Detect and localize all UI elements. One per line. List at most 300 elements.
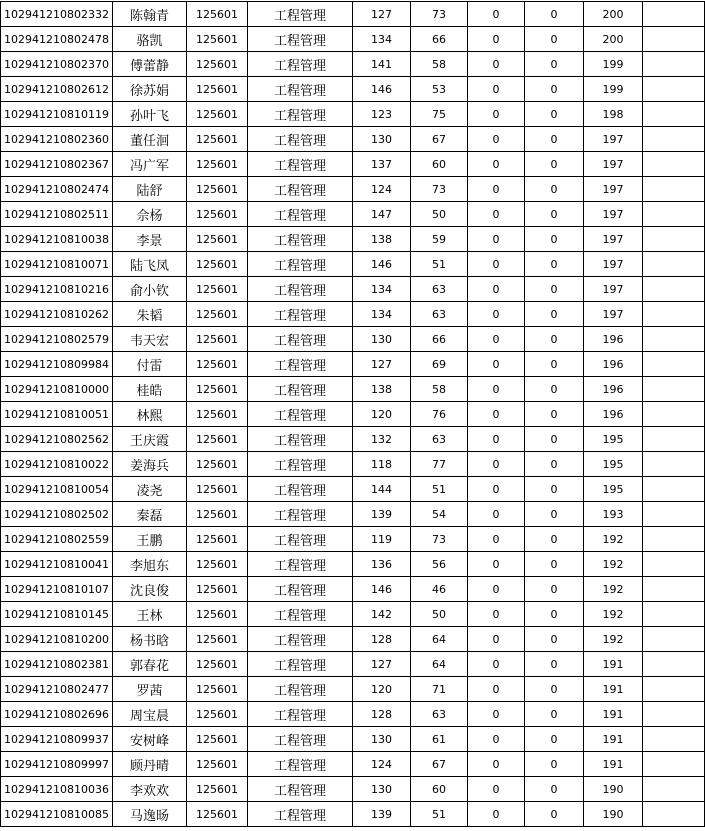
table-row [1,677,705,702]
score-4-cell: 0 [525,677,584,702]
candidate-id-cell: 102941210810041 [1,552,113,577]
major-code-cell: 125601 [187,77,248,102]
score-4-cell: 0 [525,377,584,402]
total-score-cell: 192 [584,552,643,577]
major-code-cell: 125601 [187,352,248,377]
score-2-cell: 75 [411,102,468,127]
score-3-cell: 0 [468,427,525,452]
table-row [1,502,705,527]
note-cell [643,352,705,377]
total-score-cell: 191 [584,752,643,777]
name-cell: 董任洄 [113,127,187,152]
table-row [1,227,705,252]
score-2-cell: 64 [411,627,468,652]
score-3-cell: 0 [468,452,525,477]
name-cell: 李景 [113,227,187,252]
table-row [1,477,705,502]
note-cell [643,752,705,777]
candidate-id-cell: 102941210802559 [1,527,113,552]
note-cell [643,577,705,602]
candidate-id-cell: 102941210802477 [1,677,113,702]
note-cell [643,652,705,677]
note-cell [643,302,705,327]
major-code-cell: 125601 [187,802,248,827]
score-3-cell: 0 [468,2,525,27]
note-cell [643,252,705,277]
score-1-cell: 138 [353,227,411,252]
score-4-cell: 0 [525,452,584,477]
score-4-cell: 0 [525,252,584,277]
score-3-cell: 0 [468,302,525,327]
score-2-cell: 50 [411,602,468,627]
score-3-cell: 0 [468,127,525,152]
score-2-cell: 73 [411,527,468,552]
score-3-cell: 0 [468,227,525,252]
total-score-cell: 197 [584,152,643,177]
table-row [1,27,705,52]
score-4-cell: 0 [525,752,584,777]
table-row [1,202,705,227]
table-row [1,402,705,427]
score-4-cell: 0 [525,802,584,827]
major-code-cell: 125601 [187,402,248,427]
score-1-cell: 146 [353,577,411,602]
score-3-cell: 0 [468,627,525,652]
candidate-id-cell: 102941210809984 [1,352,113,377]
major-name-cell: 工程管理 [248,352,353,377]
name-cell: 李旭东 [113,552,187,577]
note-cell [643,777,705,802]
score-2-cell: 73 [411,177,468,202]
major-name-cell: 工程管理 [248,302,353,327]
candidate-id-cell: 102941210810051 [1,402,113,427]
note-cell [643,502,705,527]
score-2-cell: 77 [411,452,468,477]
candidate-id-cell: 102941210802370 [1,52,113,77]
score-3-cell: 0 [468,702,525,727]
score-4-cell: 0 [525,552,584,577]
major-code-cell: 125601 [187,702,248,727]
note-cell [643,427,705,452]
table-row [1,602,705,627]
table-row [1,127,705,152]
major-name-cell: 工程管理 [248,627,353,652]
score-3-cell: 0 [468,252,525,277]
candidate-id-cell: 102941210810000 [1,377,113,402]
major-code-cell: 125601 [187,577,248,602]
total-score-cell: 190 [584,802,643,827]
total-score-cell: 193 [584,502,643,527]
score-3-cell: 0 [468,402,525,427]
name-cell: 马逸旸 [113,802,187,827]
major-name-cell: 工程管理 [248,202,353,227]
score-3-cell: 0 [468,327,525,352]
total-score-cell: 195 [584,477,643,502]
total-score-cell: 197 [584,127,643,152]
score-1-cell: 146 [353,252,411,277]
score-1-cell: 139 [353,502,411,527]
table-row [1,377,705,402]
major-name-cell: 工程管理 [248,552,353,577]
score-3-cell: 0 [468,377,525,402]
major-code-cell: 125601 [187,552,248,577]
score-1-cell: 132 [353,427,411,452]
score-2-cell: 61 [411,727,468,752]
total-score-cell: 197 [584,252,643,277]
total-score-cell: 200 [584,27,643,52]
name-cell: 韦天宏 [113,327,187,352]
score-1-cell: 134 [353,277,411,302]
score-2-cell: 63 [411,277,468,302]
name-cell: 王庆霞 [113,427,187,452]
major-name-cell: 工程管理 [248,527,353,552]
candidate-id-cell: 102941210802367 [1,152,113,177]
total-score-cell: 192 [584,602,643,627]
total-score-cell: 198 [584,102,643,127]
table-row [1,777,705,802]
note-cell [643,477,705,502]
name-cell: 罗茜 [113,677,187,702]
note-cell [643,627,705,652]
major-name-cell: 工程管理 [248,77,353,102]
score-1-cell: 139 [353,802,411,827]
score-2-cell: 69 [411,352,468,377]
score-2-cell: 66 [411,27,468,52]
name-cell: 佘杨 [113,202,187,227]
total-score-cell: 199 [584,52,643,77]
note-cell [643,402,705,427]
major-name-cell: 工程管理 [248,777,353,802]
note-cell [643,2,705,27]
total-score-cell: 199 [584,77,643,102]
score-2-cell: 60 [411,152,468,177]
candidate-id-cell: 102941210810036 [1,777,113,802]
major-code-cell: 125601 [187,252,248,277]
score-2-cell: 67 [411,127,468,152]
score-4-cell: 0 [525,427,584,452]
total-score-cell: 200 [584,2,643,27]
major-code-cell: 125601 [187,627,248,652]
total-score-cell: 197 [584,302,643,327]
name-cell: 陆飞凤 [113,252,187,277]
note-cell [643,52,705,77]
score-1-cell: 144 [353,477,411,502]
candidate-id-cell: 102941210802502 [1,502,113,527]
table-row [1,252,705,277]
major-code-cell: 125601 [187,327,248,352]
score-3-cell: 0 [468,202,525,227]
major-name-cell: 工程管理 [248,227,353,252]
score-1-cell: 138 [353,377,411,402]
score-4-cell: 0 [525,302,584,327]
candidate-id-cell: 102941210802360 [1,127,113,152]
major-code-cell: 125601 [187,727,248,752]
score-3-cell: 0 [468,52,525,77]
name-cell: 顾丹晴 [113,752,187,777]
score-4-cell: 0 [525,502,584,527]
major-code-cell: 125601 [187,102,248,127]
table-row [1,277,705,302]
total-score-cell: 191 [584,677,643,702]
score-3-cell: 0 [468,152,525,177]
major-name-cell: 工程管理 [248,752,353,777]
score-4-cell: 0 [525,727,584,752]
major-code-cell: 125601 [187,302,248,327]
score-1-cell: 147 [353,202,411,227]
table-row [1,652,705,677]
note-cell [643,77,705,102]
table-row [1,427,705,452]
candidate-id-cell: 102941210810071 [1,252,113,277]
score-2-cell: 63 [411,427,468,452]
major-name-cell: 工程管理 [248,802,353,827]
score-2-cell: 63 [411,702,468,727]
note-cell [643,202,705,227]
score-3-cell: 0 [468,802,525,827]
score-2-cell: 51 [411,477,468,502]
candidate-id-cell: 102941210810038 [1,227,113,252]
score-3-cell: 0 [468,752,525,777]
score-4-cell: 0 [525,477,584,502]
score-1-cell: 134 [353,27,411,52]
table-row [1,302,705,327]
total-score-cell: 197 [584,202,643,227]
major-code-cell: 125601 [187,152,248,177]
major-code-cell: 125601 [187,27,248,52]
score-3-cell: 0 [468,102,525,127]
score-2-cell: 58 [411,377,468,402]
major-name-cell: 工程管理 [248,327,353,352]
table-body [1,2,705,827]
major-name-cell: 工程管理 [248,602,353,627]
major-name-cell: 工程管理 [248,277,353,302]
name-cell: 桂皓 [113,377,187,402]
score-2-cell: 66 [411,327,468,352]
name-cell: 俞小钦 [113,277,187,302]
major-name-cell: 工程管理 [248,427,353,452]
score-1-cell: 130 [353,127,411,152]
score-1-cell: 127 [353,2,411,27]
major-code-cell: 125601 [187,427,248,452]
major-code-cell: 125601 [187,652,248,677]
score-1-cell: 130 [353,327,411,352]
score-2-cell: 54 [411,502,468,527]
name-cell: 王林 [113,602,187,627]
score-2-cell: 64 [411,652,468,677]
name-cell: 傅蕾静 [113,52,187,77]
major-code-cell: 125601 [187,377,248,402]
score-3-cell: 0 [468,277,525,302]
total-score-cell: 196 [584,352,643,377]
score-4-cell: 0 [525,177,584,202]
major-name-cell: 工程管理 [248,402,353,427]
name-cell: 陆舒 [113,177,187,202]
major-name-cell: 工程管理 [248,2,353,27]
major-code-cell: 125601 [187,177,248,202]
name-cell: 骆凯 [113,27,187,52]
score-1-cell: 118 [353,452,411,477]
table-row [1,702,705,727]
score-2-cell: 53 [411,77,468,102]
name-cell: 冯广军 [113,152,187,177]
score-4-cell: 0 [525,652,584,677]
score-4-cell: 0 [525,527,584,552]
score-4-cell: 0 [525,102,584,127]
candidate-id-cell: 102941210810119 [1,102,113,127]
score-4-cell: 0 [525,627,584,652]
major-code-cell: 125601 [187,777,248,802]
major-name-cell: 工程管理 [248,27,353,52]
score-1-cell: 124 [353,177,411,202]
score-2-cell: 46 [411,577,468,602]
score-4-cell: 0 [525,127,584,152]
major-name-cell: 工程管理 [248,252,353,277]
score-4-cell: 0 [525,152,584,177]
table-row [1,152,705,177]
candidate-id-cell: 102941210802381 [1,652,113,677]
candidate-id-cell: 102941210810200 [1,627,113,652]
note-cell [643,327,705,352]
major-name-cell: 工程管理 [248,577,353,602]
note-cell [643,452,705,477]
score-4-cell: 0 [525,27,584,52]
name-cell: 林熙 [113,402,187,427]
table-row [1,102,705,127]
table-row [1,327,705,352]
major-name-cell: 工程管理 [248,452,353,477]
score-2-cell: 63 [411,302,468,327]
score-4-cell: 0 [525,277,584,302]
major-name-cell: 工程管理 [248,52,353,77]
score-1-cell: 128 [353,702,411,727]
note-cell [643,802,705,827]
score-4-cell: 0 [525,227,584,252]
score-3-cell: 0 [468,477,525,502]
candidate-id-cell: 102941210802474 [1,177,113,202]
major-code-cell: 125601 [187,52,248,77]
note-cell [643,227,705,252]
note-cell [643,702,705,727]
total-score-cell: 195 [584,427,643,452]
total-score-cell: 192 [584,527,643,552]
score-1-cell: 124 [353,752,411,777]
total-score-cell: 195 [584,452,643,477]
score-1-cell: 142 [353,602,411,627]
score-4-cell: 0 [525,52,584,77]
score-1-cell: 134 [353,302,411,327]
major-code-cell: 125601 [187,477,248,502]
score-3-cell: 0 [468,177,525,202]
score-3-cell: 0 [468,727,525,752]
table-row [1,452,705,477]
candidate-id-cell: 102941210802579 [1,327,113,352]
candidate-id-cell: 102941210802696 [1,702,113,727]
major-code-cell: 125601 [187,752,248,777]
note-cell [643,727,705,752]
score-4-cell: 0 [525,402,584,427]
total-score-cell: 192 [584,627,643,652]
table-row [1,177,705,202]
candidate-id-cell: 102941210810216 [1,277,113,302]
candidate-id-cell: 102941210810022 [1,452,113,477]
score-1-cell: 130 [353,777,411,802]
score-3-cell: 0 [468,352,525,377]
note-cell [643,552,705,577]
major-code-cell: 125601 [187,452,248,477]
note-cell [643,177,705,202]
table-row [1,627,705,652]
score-3-cell: 0 [468,577,525,602]
name-cell: 孙叶飞 [113,102,187,127]
major-name-cell: 工程管理 [248,502,353,527]
total-score-cell: 196 [584,402,643,427]
score-2-cell: 51 [411,252,468,277]
name-cell: 陈翰青 [113,2,187,27]
score-3-cell: 0 [468,552,525,577]
name-cell: 凌尧 [113,477,187,502]
name-cell: 徐苏娟 [113,77,187,102]
major-name-cell: 工程管理 [248,727,353,752]
total-score-cell: 197 [584,177,643,202]
candidate-id-cell: 102941210802612 [1,77,113,102]
score-4-cell: 0 [525,2,584,27]
candidate-id-cell: 102941210810085 [1,802,113,827]
score-4-cell: 0 [525,352,584,377]
score-4-cell: 0 [525,77,584,102]
name-cell: 周宝晨 [113,702,187,727]
major-name-cell: 工程管理 [248,702,353,727]
major-name-cell: 工程管理 [248,377,353,402]
score-4-cell: 0 [525,577,584,602]
major-name-cell: 工程管理 [248,677,353,702]
table-row [1,577,705,602]
total-score-cell: 192 [584,577,643,602]
score-4-cell: 0 [525,602,584,627]
score-2-cell: 76 [411,402,468,427]
score-1-cell: 127 [353,652,411,677]
candidate-id-cell: 102941210810145 [1,602,113,627]
name-cell: 沈良俊 [113,577,187,602]
score-3-cell: 0 [468,27,525,52]
major-code-cell: 125601 [187,677,248,702]
note-cell [643,127,705,152]
total-score-cell: 196 [584,377,643,402]
score-4-cell: 0 [525,777,584,802]
score-1-cell: 141 [353,52,411,77]
major-name-cell: 工程管理 [248,652,353,677]
score-1-cell: 146 [353,77,411,102]
candidate-id-cell: 102941210802478 [1,27,113,52]
note-cell [643,677,705,702]
total-score-cell: 191 [584,727,643,752]
major-code-cell: 125601 [187,277,248,302]
note-cell [643,152,705,177]
total-score-cell: 197 [584,227,643,252]
name-cell: 杨书晗 [113,627,187,652]
score-2-cell: 51 [411,802,468,827]
score-4-cell: 0 [525,202,584,227]
name-cell: 安树峰 [113,727,187,752]
candidate-id-cell: 102941210809997 [1,752,113,777]
score-1-cell: 119 [353,527,411,552]
candidate-id-cell: 102941210802562 [1,427,113,452]
candidate-id-cell: 102941210802511 [1,202,113,227]
total-score-cell: 190 [584,777,643,802]
name-cell: 朱韬 [113,302,187,327]
score-1-cell: 123 [353,102,411,127]
score-2-cell: 71 [411,677,468,702]
major-name-cell: 工程管理 [248,477,353,502]
